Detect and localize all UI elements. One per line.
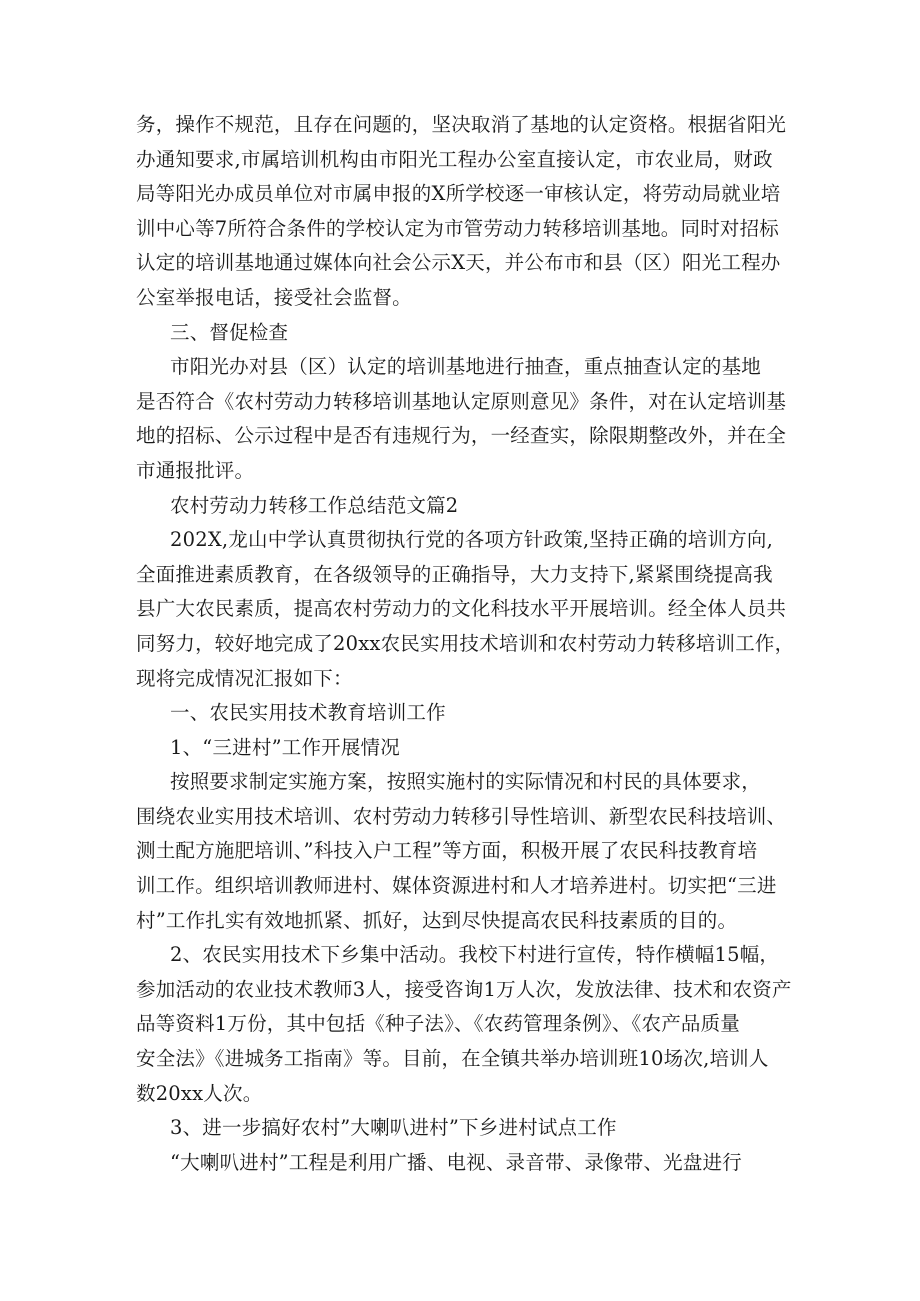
text-line: 市通报批评。 (136, 458, 255, 482)
subsection-heading: 3、进一步搞好农村”大喇叭进村”下乡进村试点工作 (170, 1116, 617, 1140)
text-line: 县广大农民素质，提高农村劳动力的文化科技水平开展培训。经全体人员共 (136, 597, 787, 621)
text-line: 公室举报电话，接受社会监督。 (136, 285, 412, 309)
text-line: 参加活动的农业技术教师3人，接受咨询1万人次，发放法律、技术和农资产 (136, 977, 792, 1001)
text-line: 训中心等7所符合条件的学校认定为市管劳动力转移培训基地。同时对招标 (136, 216, 780, 240)
text-line: 围绕农业实用技术培训、农村劳动力转移引导性培训、新型农民科技培训、 (136, 804, 787, 828)
text-line: 认定的培训基地通过媒体向社会公示X天，并公布市和县（区）阳光工程办 (136, 251, 781, 275)
text-line: “大喇叭进村”工程是利用广播、电视、录音带、录像带、光盘进行 (170, 1150, 742, 1174)
article-title: 农村劳动力转移工作总结范文篇2 (170, 493, 459, 517)
text-line: 是否符合《农村劳动力转移培训基地认定原则意见》条件，对在认定培训基 (136, 389, 787, 413)
text-line: 数20xx人次。 (136, 1081, 263, 1105)
text-line: 同努力，较好地完成了20xx农民实用技术培训和农村劳动力转移培训工作， (136, 631, 795, 655)
text-line: 现将完成情况汇报如下： (136, 666, 353, 690)
document-body (136, 108, 796, 1180)
text-line: 安全法》《进城务工指南》等。目前，在全镇共举办培训班10场次,培训人 (136, 1047, 769, 1071)
text-line: 务，操作不规范，且存在问题的，坚决取消了基地的认定资格。根据省阳光 (136, 113, 787, 136)
section-heading: 一、农民实用技术教育培训工作 (170, 701, 446, 725)
text-line: 全面推进素质教育，在各级领导的正确指导，大力支持下,紧紧围绕提高我 (136, 562, 773, 586)
text-line: 202X,龙山中学认真贯彻执行党的各项方针政策,坚持正确的培训方向, (170, 528, 773, 552)
text-line: 2、农民实用技术下乡集中活动。我校下村进行宣传，特作横幅15幅， (170, 943, 780, 967)
section-heading: 三、督促检查 (170, 320, 289, 344)
text-line: 市阳光办对县（区）认定的培训基地进行抽查，重点抽查认定的基地 (170, 355, 762, 379)
text-line: 品等资料1万份，其中包括《种子法》、《农药管理条例》、《农产品质量 (136, 1012, 741, 1036)
subsection-heading: 1、“三进村”工作开展情况 (170, 735, 400, 759)
text-line: 训工作。组织培训教师进村、媒体资源进村和人才培养进村。切实把“三进 (136, 874, 777, 898)
text-line: 局等阳光办成员单位对市属申报的X所学校逐一审核认定，将劳动局就业培 (136, 182, 781, 206)
text-line: 测土配方施肥培训、”科技入户工程”等方面，积极开展了农民科技教育培 (136, 839, 758, 863)
text-line: 按照要求制定实施方案，按照实施村的实际情况和村民的具体要求， (170, 770, 762, 794)
text-line: 地的招标、公示过程中是否有违规行为，一经查实，除限期整改外，并在全 (136, 424, 787, 448)
text-line: 村”工作扎实有效地抓紧、抓好，达到尽快提高农民科技素质的目的。 (136, 908, 738, 932)
text-line: 办通知要求,市属培训机构由市阳光工程办公室直接认定，市农业局，财政 (136, 147, 773, 171)
